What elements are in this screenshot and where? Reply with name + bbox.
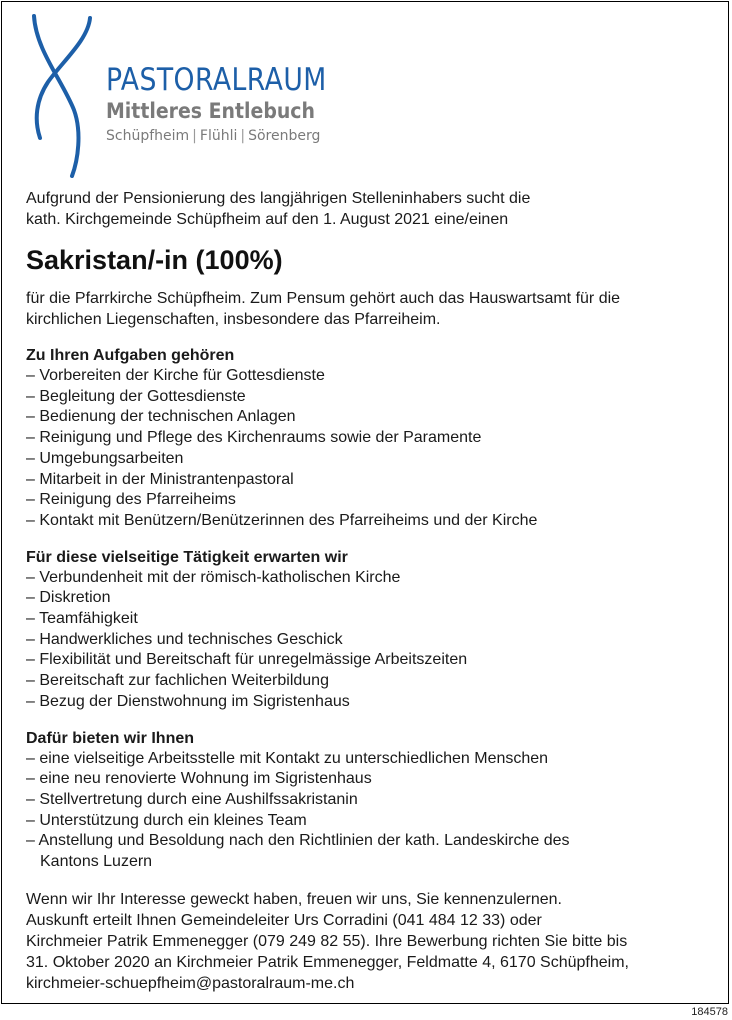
offer-list xyxy=(26,749,706,873)
list-item: – Mitarbeit in der Ministrantenpastoral xyxy=(26,470,706,491)
list-item: – Kontakt mit Benützern/Benützerinnen des Pfarreiheims und der Kirche xyxy=(26,511,706,532)
list-item: – Verbundenheit mit der römisch-katholischen Kirche xyxy=(26,568,706,589)
logo-title: PASTORALRAUM xyxy=(106,62,327,98)
list-item: – Diskretion xyxy=(26,588,706,609)
list-item: – Anstellung und Besoldung nach den Richtlinien der kath. Landeskirche des Kantons Luzern xyxy=(26,831,630,872)
reference-number: 184578 xyxy=(691,1006,728,1018)
intro-line: Aufgrund der Pensionierung des langjährigen Stelleninhabers sucht die xyxy=(26,190,531,207)
list-item: – Reinigung und Pflege des Kirchenraums sowie der Paramente xyxy=(26,428,706,449)
list-item: – Stellvertretung durch eine Aushilfssakristanin xyxy=(26,790,706,811)
list-item: – Teamfähigkeit xyxy=(26,609,706,630)
contact-email[interactable]: kirchmeier-schuepfheim@pastoralraum-me.ch xyxy=(26,974,355,992)
contact-text xyxy=(26,889,706,994)
contact-line: Auskunft erteilt Ihnen Gemeindeleiter Urs Corradini (041 484 12 33) oder xyxy=(26,911,542,929)
list-item: – Reinigung des Pfarreiheims xyxy=(26,490,706,511)
separator: | xyxy=(192,128,197,144)
section-heading-requirements: Für diese vielseitige Tätigkeit erwarten wir xyxy=(26,548,348,566)
pastoralraum-logo-icon xyxy=(22,10,102,178)
logo-places xyxy=(106,128,363,144)
list-item: – Begleitung der Gottesdienste xyxy=(26,387,706,408)
section-heading-offer: Dafür bieten wir Ihnen xyxy=(26,729,195,747)
job-title: Sakristan/-in (100%) xyxy=(26,245,283,275)
description-line: für die Pfarrkirche Schüpfheim. Zum Pensum gehört auch das Hauswartsamt für die xyxy=(26,290,621,307)
list-item: – Bedienung der technischen Anlagen xyxy=(26,407,706,428)
intro-text xyxy=(26,188,706,230)
list-item: – Handwerkliches und technisches Geschick xyxy=(26,630,706,651)
job-description xyxy=(26,288,706,330)
list-item: – Umgebungsarbeiten xyxy=(26,449,706,470)
contact-line: 31. Oktober 2020 an Kirchmeier Patrik Emmenegger, Feldmatte 4, 6170 Schüpfheim, xyxy=(26,953,629,971)
requirements-list xyxy=(26,568,706,713)
ad-content xyxy=(26,188,706,994)
list-item: – eine neu renovierte Wohnung im Sigristenhaus xyxy=(26,769,706,790)
list-item: – Bereitschaft zur fachlichen Weiterbildung xyxy=(26,671,706,692)
description-line: kirchlichen Liegenschaften, insbesondere das Pfarreiheim. xyxy=(26,311,441,328)
logo-text xyxy=(106,64,363,144)
list-item: – eine vielseitige Arbeitsstelle mit Kontakt zu unterschiedlichen Menschen xyxy=(26,749,706,770)
intro-line: kath. Kirchgemeinde Schüpfheim auf den 1. August 2021 eine/einen xyxy=(26,211,509,228)
contact-line: Wenn wir Ihr Interesse geweckt haben, freuen wir uns, Sie kennenzulernen. xyxy=(26,890,562,908)
list-item: – Bezug der Dienstwohnung im Sigristenhaus xyxy=(26,692,706,713)
list-item: – Flexibilität und Bereitschaft für unregelmässige Arbeitszeiten xyxy=(26,650,706,671)
list-item: – Vorbereiten der Kirche für Gottesdienste xyxy=(26,366,706,387)
logo-subtitle: Mittleres Entlebuch xyxy=(106,99,315,123)
list-item: – Unterstützung durch ein kleines Team xyxy=(26,811,706,832)
section-heading-tasks: Zu Ihren Aufgaben gehören xyxy=(26,347,235,364)
contact-line: Kirchmeier Patrik Emmenegger (079 249 82 55). Ihre Bewerbung richten Sie bitte bis xyxy=(26,932,628,950)
place-soerenberg: Sörenberg xyxy=(248,128,321,144)
separator: | xyxy=(240,128,246,144)
place-schuepfheim: Schüpfheim xyxy=(106,128,190,144)
tasks-list xyxy=(26,366,706,532)
place-fluehli: Flühli xyxy=(199,128,238,144)
